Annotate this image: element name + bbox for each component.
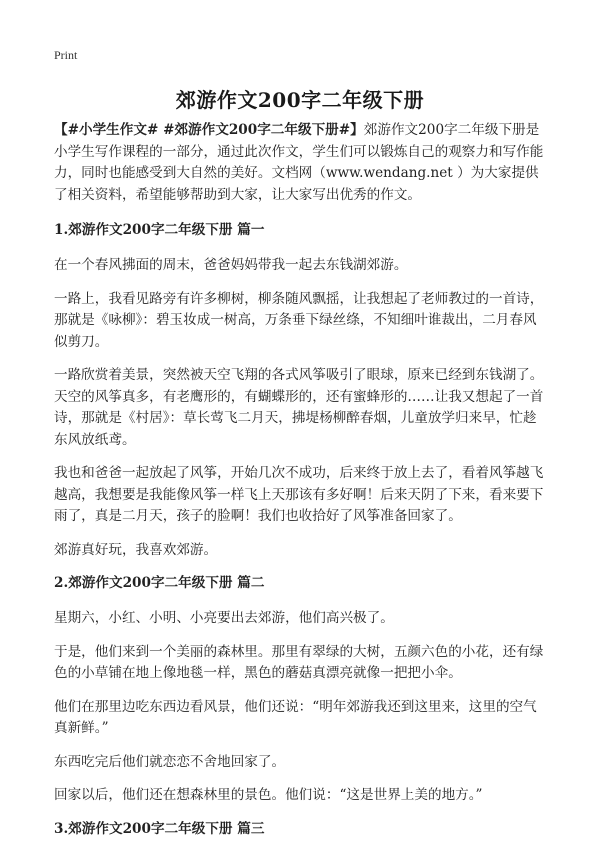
section-heading-3: 3.郊游作文200字二年级下册 篇三 xyxy=(54,820,265,837)
paragraph: 一路欣赏着美景，突然被天空飞翔的各式风筝吸引了眼球，原来已经到东钱湖了。天空的风筝真多，有老鹰形的，有蝴蝶形的，还有蜜蜂形的……让我又想起了一首诗，那就是《村居》：草长莺飞二月天，拂堤杨柳醉春烟，儿童放学归来早，忙趁东风放纸鸢。 xyxy=(54,367,544,448)
paragraph: 郊游真好玩，我喜欢郊游。 xyxy=(54,541,218,558)
paragraph: 他们在那里边吃东西边看风景，他们还说：“明年郊游我还到这里来，这里的空气真新鲜。” xyxy=(54,698,537,736)
paragraph: 回家以后，他们还在想森林里的景色。他们说：“这是世界上美的地方。” xyxy=(54,787,483,803)
paragraph: 我也和爸爸一起放起了风筝，开始几次不成功，后来终于放上去了，看着风筝越飞越高，我想要是我能像风筝一样飞上天那该有多好啊！后来天阴了下来，看来要下雨了，真是二月天，孩子的脸啊！我们也收拾好了风筝准备回家了。 xyxy=(54,465,544,524)
paragraph: 一路上，我看见路旁有许多柳树，柳条随风飘摇，让我想起了老师教过的一首诗，那就是《咏柳》：碧玉妆成一树高，万条垂下绿丝绦，不知细叶谁裁出，二月春风似剪刀。 xyxy=(54,290,544,350)
section-heading-2: 2.郊游作文200字二年级下册 篇二 xyxy=(54,575,265,591)
print-label: Print xyxy=(54,48,78,62)
paragraph: 星期六，小红、小明、小亮要出去郊游，他们高兴极了。 xyxy=(54,610,394,626)
document-body xyxy=(54,120,548,853)
page-title: 郊游作文200字二年级下册 xyxy=(175,88,425,112)
paragraph: 于是，他们来到一个美丽的森林里。那里有翠绿的大树，五颜六色的小花，还有绿色的小草铺在地上像地毯一样，黑色的蘑菇真漂亮就像一把把小伞。 xyxy=(54,643,544,681)
intro-text: 郊游作文200字二年级下册是小学生写作课程的一部分，通过此次作文，学生们可以锻炼自己的观察力和写作能力，同时也能感受到大自然的美好。文档网（www.wendang.net ）为大家提供了相关资料，希望能够帮助到大家，让大家写出优秀的作文。 xyxy=(54,122,544,203)
paragraph: 在一个春风拂面的周末，爸爸妈妈带我一起去东钱湖郊游。 xyxy=(54,257,408,273)
intro-paragraph xyxy=(54,120,548,206)
intro-tags: 【#小学生作文# #郊游作文200字二年级下册#】 xyxy=(54,122,364,138)
paragraph: 东西吃完后他们就恋恋不舍地回家了。 xyxy=(54,753,286,770)
section-heading-1: 1.郊游作文200字二年级下册 篇一 xyxy=(54,222,265,238)
